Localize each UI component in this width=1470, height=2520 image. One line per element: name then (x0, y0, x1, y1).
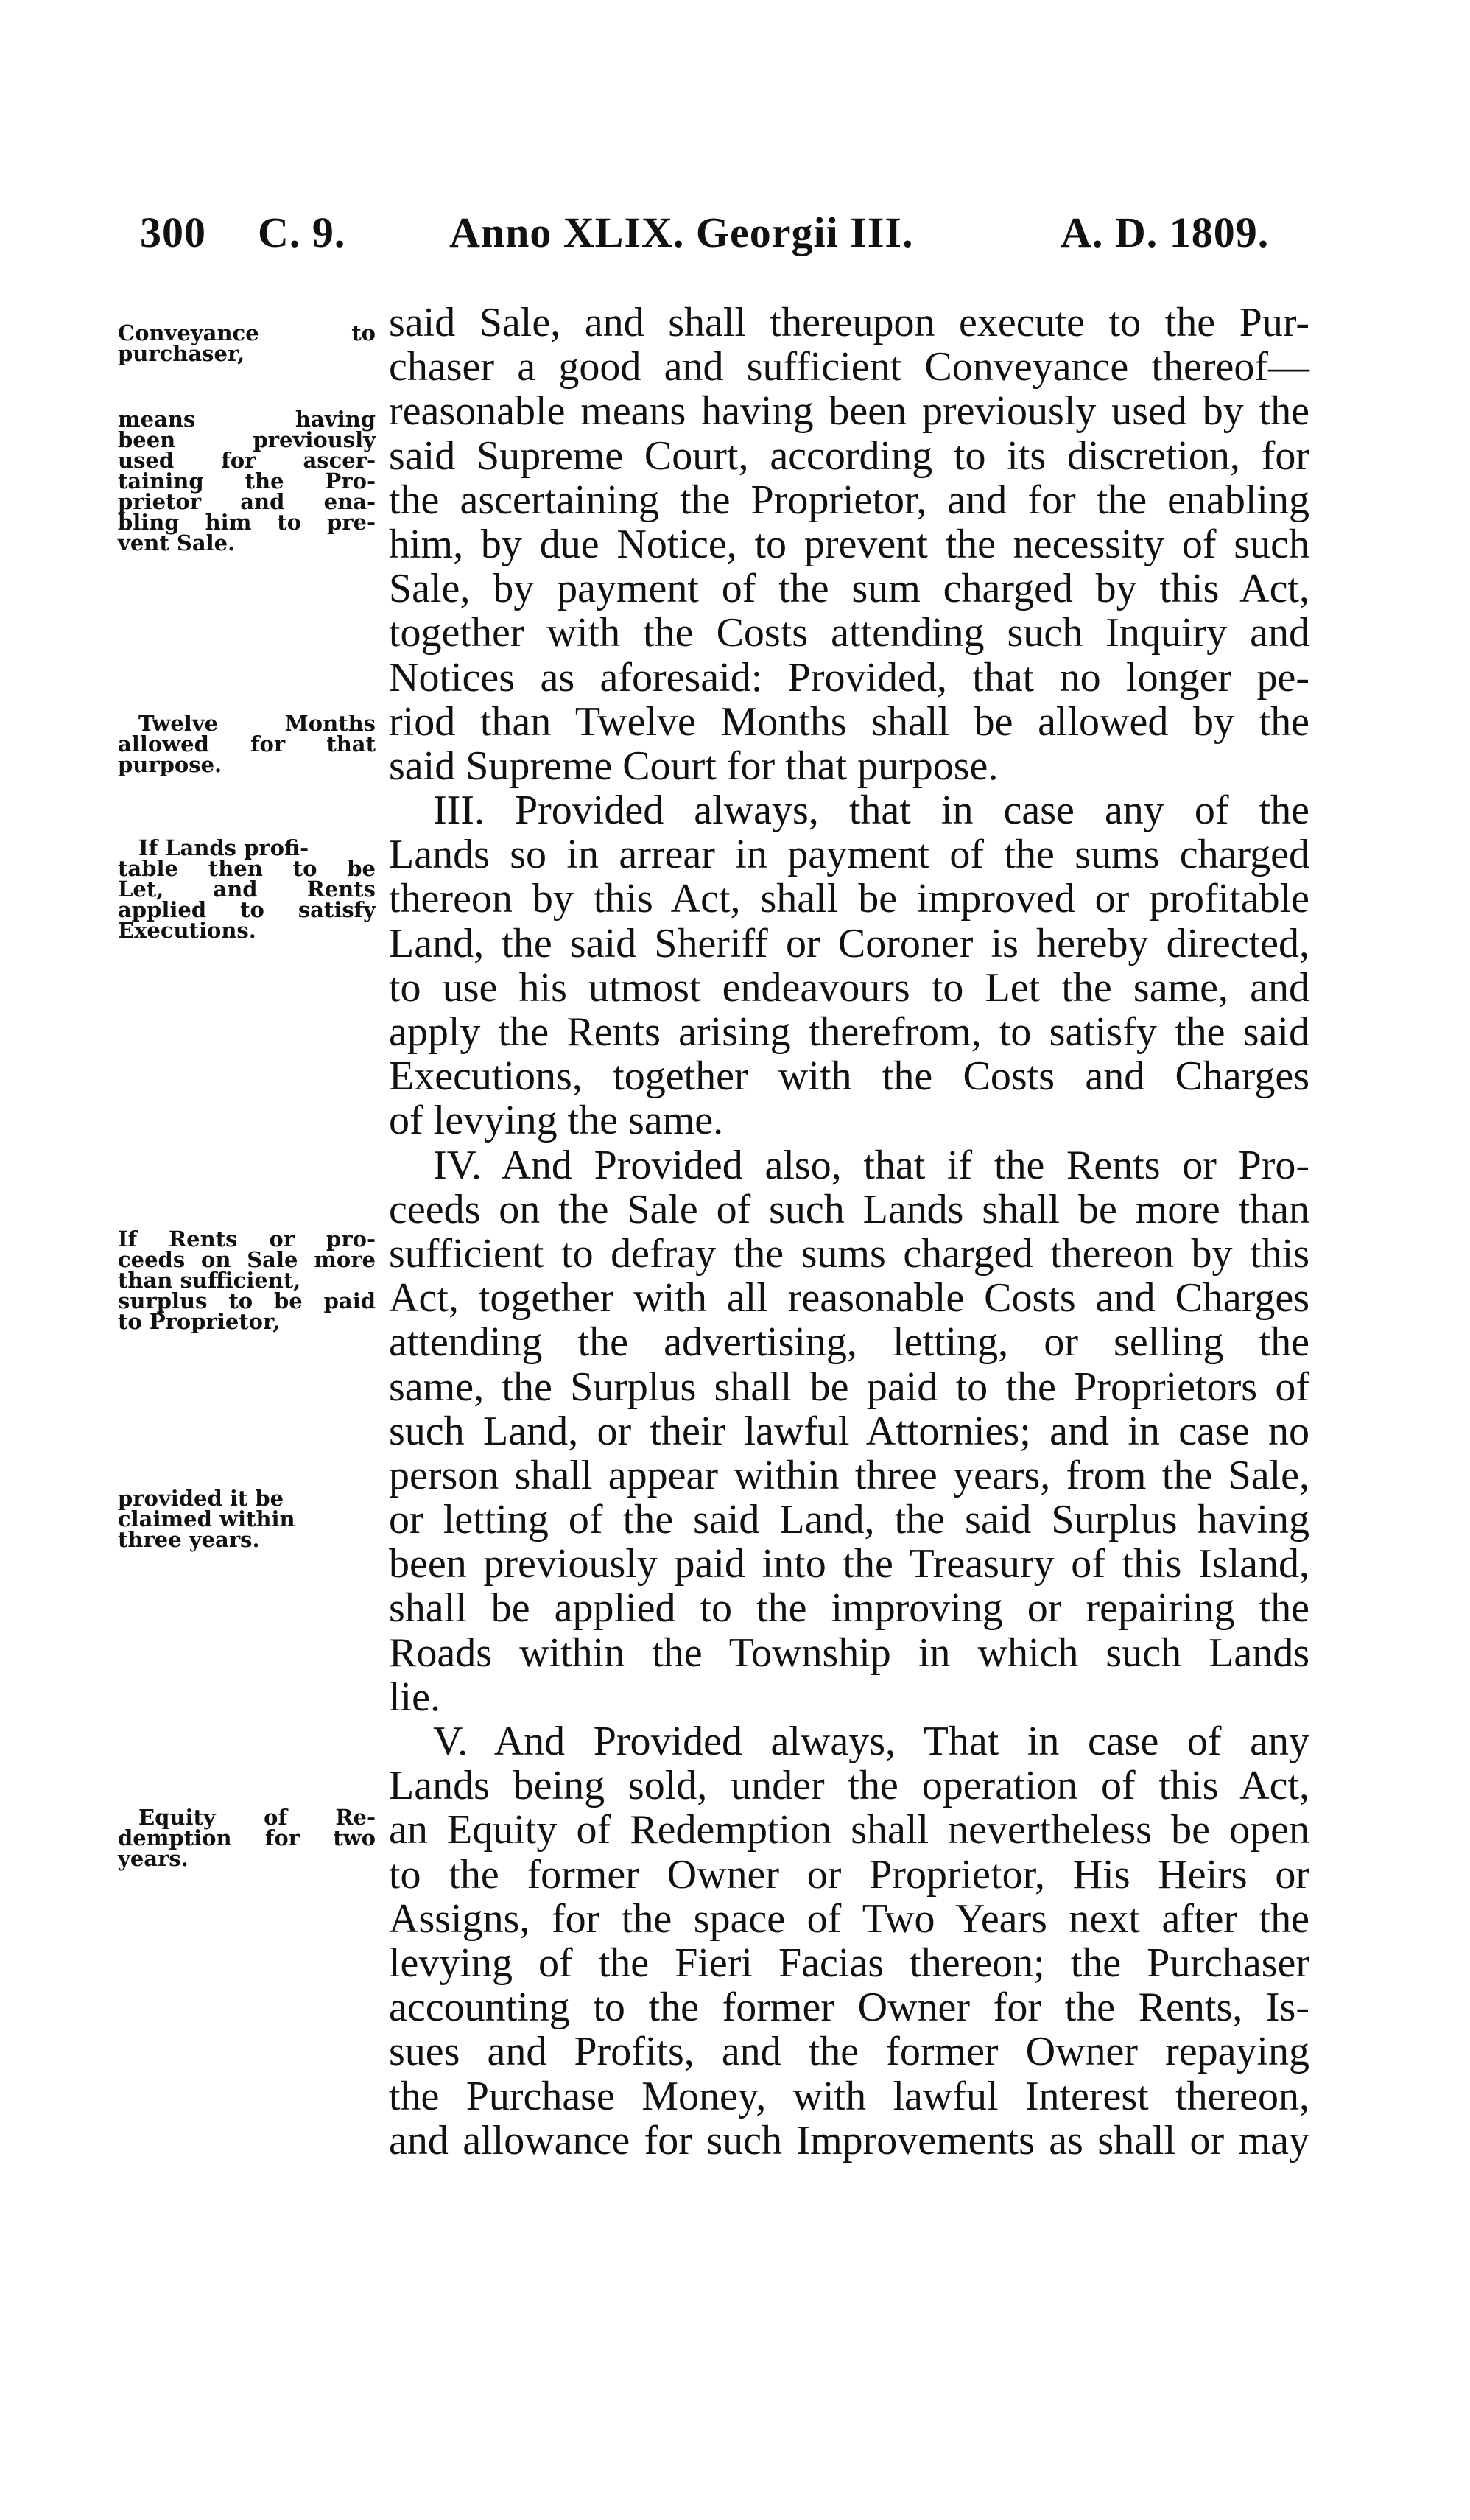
margin-note-line: ceeds on Sale more (118, 1247, 376, 1272)
margin-note-line: vent Sale. (118, 530, 236, 555)
text-line: said Supreme Court for that purpose. (389, 743, 999, 789)
margin-note-line: means having (118, 407, 376, 432)
margin-note-line: provided it be (118, 1486, 284, 1511)
text-line: Roads within the Township in which such Lands (389, 1629, 1309, 1676)
margin-note-line: purchaser, (118, 341, 245, 366)
margin-note-line: demption for two (118, 1825, 376, 1850)
text-line: apply the Rents arising therefrom, to satisfy the said (389, 1009, 1309, 1055)
margin-note-line: claimed within (118, 1506, 295, 1531)
margin-note-line: If Lands profi- (138, 835, 309, 860)
margin-note-line: taining the Pro- (118, 468, 376, 494)
text-line: an Equity of Redemption shall nevertheless be open (389, 1807, 1309, 1853)
text-line: said Supreme Court, according to its discretion, for (389, 432, 1309, 479)
text-line: Sale, by payment of the sum charged by this Act, (389, 566, 1309, 612)
text-line: attending the advertising, letting, or selling the (389, 1319, 1309, 1366)
text-line: lie. (389, 1674, 440, 1720)
text-line: of levying the same. (389, 1098, 724, 1144)
body-text (389, 301, 1309, 2163)
margin-note-means (118, 409, 376, 553)
section-start-iii: III. Provided always, that in case any of the (433, 787, 1309, 834)
margin-note-line: table then to be (118, 856, 376, 881)
text-line: levying of the Fieri Facias thereon; the Purchaser (389, 1940, 1309, 1986)
margin-note-equity-redemption (118, 1807, 376, 1869)
text-line: riod than Twelve Months shall be allowed by the (389, 698, 1309, 745)
margin-note-line: to Proprietor, (118, 1309, 281, 1334)
text-line: him, by due Notice, to prevent the necessity of such (389, 521, 1309, 567)
margin-note-line: Conveyance to (118, 320, 376, 345)
calendar-year: A. D. 1809. (1061, 208, 1270, 256)
margin-note-line: than sufficient, (118, 1268, 301, 1293)
text-line: Executions, together with the Costs and Charges (389, 1053, 1309, 1100)
margin-note-line: bling him to pre- (118, 510, 376, 535)
text-line: person shall appear within three years, from the Sale, (389, 1452, 1309, 1498)
text-line: shall be applied to the improving or repairing the (389, 1585, 1309, 1632)
margin-note-line: been previously (118, 427, 376, 452)
margin-note-line: Equity of Re- (138, 1805, 376, 1830)
text-line: sues and Profits, and the former Owner repaying (389, 2029, 1309, 2075)
margin-note-line: If Rents or pro- (118, 1226, 376, 1252)
text-line: been previously paid into the Treasury of this Island, (389, 1541, 1309, 1587)
margin-note-line: surplus to be paid (118, 1288, 376, 1313)
text-line: or letting of the said Land, the said Surplus having (389, 1497, 1309, 1543)
margin-note-line: Twelve Months (138, 711, 376, 736)
text-line: said Sale, and shall thereupon execute to the Pur- (389, 300, 1309, 345)
text-line: Act, together with all reasonable Costs and Charges (389, 1275, 1309, 1322)
margin-note-line: allowed for that (118, 731, 376, 757)
text-line: to the former Owner or Proprietor, His Heirs or (389, 1851, 1309, 1898)
chapter-number: C. 9. (258, 208, 346, 256)
margin-note-line: purpose. (118, 752, 222, 777)
text-line: Notices as aforesaid: Provided, that no longer pe- (389, 654, 1309, 701)
margin-note-line: years. (118, 1846, 189, 1871)
margin-note-rents-surplus (118, 1226, 376, 1334)
text-line: Land, the said Sheriff or Coroner is hereby directed, (389, 920, 1309, 966)
section-start-iv: IV. And Provided also, that if the Rents or Pro- (433, 1142, 1309, 1188)
text-line: sufficient to defray the sums charged thereon by this (389, 1230, 1309, 1277)
text-line: same, the Surplus shall be paid to the Proprietors of (389, 1363, 1309, 1410)
regnal-year: Anno XLIX. Georgii III. (449, 208, 914, 256)
text-line: such Land, or their lawful Attornies; and in case no (389, 1408, 1309, 1454)
running-header (140, 208, 1318, 274)
margin-note-conveyance (118, 320, 376, 366)
text-line: Lands being sold, under the operation of this Act, (389, 1763, 1309, 1809)
margin-note-line: used for ascer- (118, 448, 376, 473)
text-line: to use his utmost endeavours to Let the same, and (389, 964, 1309, 1011)
margin-note-claimed-within (118, 1488, 376, 1550)
text-line: Assigns, for the space of Two Years next after the (389, 1895, 1309, 1942)
margin-note-line: prietor and ena- (118, 489, 376, 514)
margin-note-twelve-months (118, 713, 376, 775)
text-line: and allowance for such Improvements as shall or may (389, 2117, 1309, 2163)
margin-note-lands-profitable (118, 835, 376, 943)
text-line: ceeds on the Sale of such Lands shall be more than (389, 1186, 1309, 1232)
text-line: the Purchase Money, with lawful Interest thereon, (389, 2073, 1309, 2119)
text-line: Lands so in arrear in payment of the sums charged (389, 832, 1309, 878)
margin-note-line: Executions. (118, 918, 256, 943)
text-line: reasonable means having been previously used by the (389, 388, 1309, 435)
page-number: 300 (140, 208, 206, 256)
margin-note-line: applied to satisfy (118, 897, 376, 922)
text-line: thereon by this Act, shall be improved or profitable (389, 876, 1309, 922)
text-line: accounting to the former Owner for the Rents, Is- (389, 1984, 1309, 2031)
text-line: together with the Costs attending such Inquiry and (389, 610, 1309, 656)
text-line: the ascertaining the Proprietor, and for the enabling (389, 477, 1309, 523)
section-start-v: V. And Provided always, That in case of any (433, 1719, 1309, 1764)
margin-note-line: Let, and Rents (118, 877, 376, 902)
margin-note-line: three years. (118, 1527, 260, 1552)
text-line: chaser a good and sufficient Conveyance thereof— (389, 344, 1309, 390)
